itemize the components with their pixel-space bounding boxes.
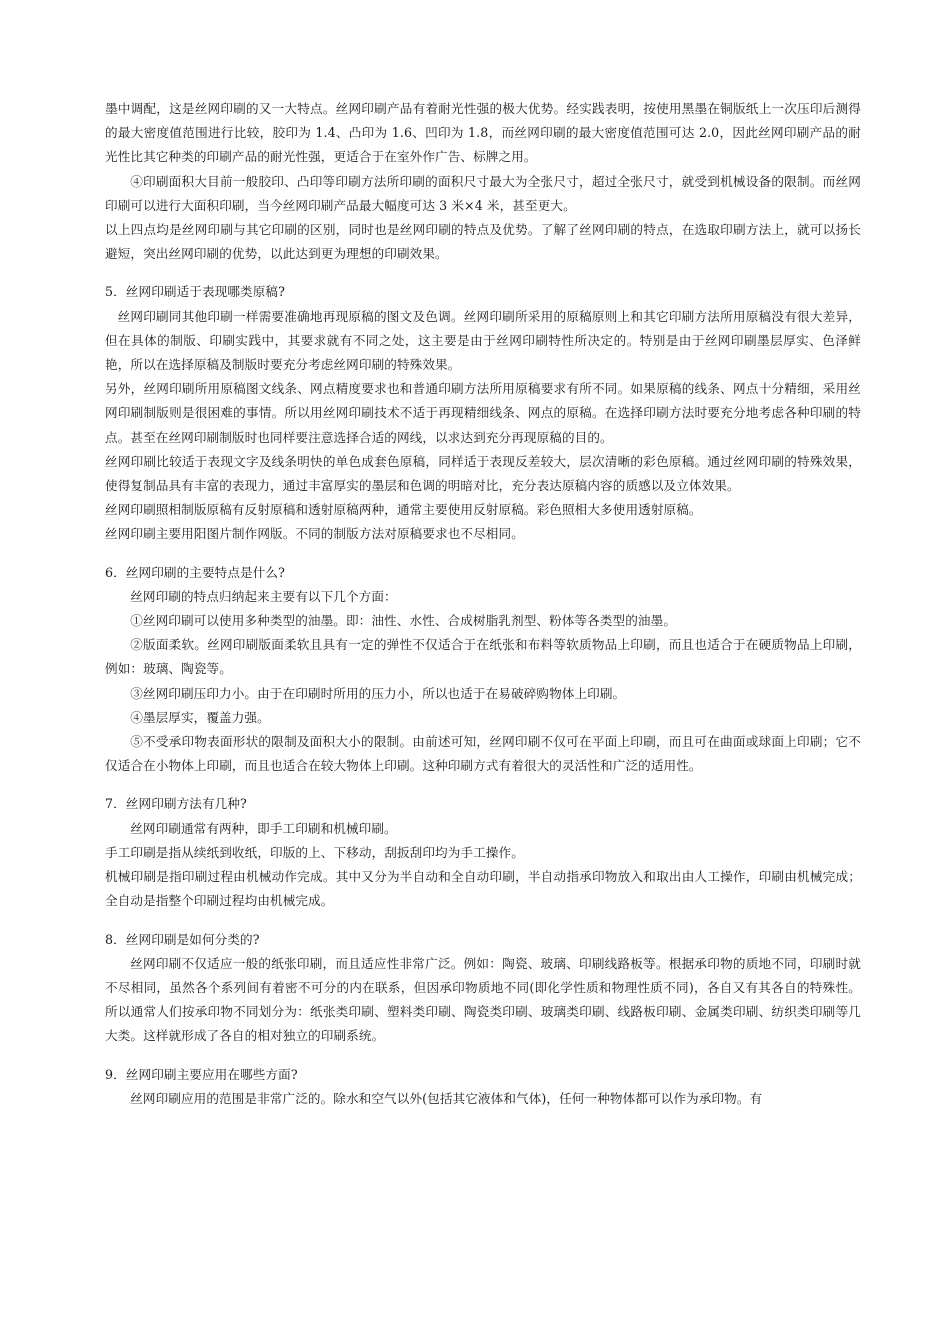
section-spacer — [105, 547, 861, 561]
paragraph: ②版面柔软。丝网印刷版面柔软且具有一定的弹性不仅适合于在纸张和布料等软质物品上印刷，而且也适合于在硬质物品上印刷，例如：玻璃、陶瓷等。 — [105, 637, 861, 677]
section-spacer — [105, 914, 861, 928]
paragraph: ④墨层厚实，覆盖力强。 — [130, 709, 270, 725]
paragraph: ①丝网印刷可以使用多种类型的油墨。即：油性、水性、合成树脂乳剂型、粉体等各类型的油墨。 — [130, 613, 677, 629]
paragraph: 丝网印刷不仅适应一般的纸张印刷，而且适应性非常广泛。例如：陶瓷、玻璃、印刷线路板等。根据承印物的质地不同，印刷时就不尽相同，虽然各个系列间有着密不可分的内在联系，但因承印物质地不同(即化学性质和物理性质不同)，各自又有其各自的特殊性。所以通常人们按承印物不同划分为：纸张类印刷、塑料类印刷、陶瓷类印刷、玻璃类印刷、线路板印刷、金属类印刷、纺织类印刷等几大类。这样就形成了各自的相对独立的印刷系统。 — [105, 955, 861, 1044]
paragraph: ④印刷面积大目前一般胶印、凸印等印刷方法所印刷的面积尺寸最大为全张尺寸，超过全张尺寸，就受到机械设备的限制。而丝网印刷可以进行大面积印刷，当今丝网印刷产品最大幅度可达 3 米×4 米，甚至更大。 — [105, 173, 861, 213]
section-spacer — [105, 778, 861, 792]
paragraph: 丝网印刷比较适于表现文字及线条明快的单色成套色原稿，同样适于表现反差较大，层次清晰的彩色原稿。通过丝网印刷的特殊效果，使得复制品具有丰富的表现力，通过丰富厚实的墨层和色调的明暗对比，充分表达原稿内容的质感以及立体效果。 — [105, 453, 861, 494]
paragraph: ⑤不受承印物表面形状的限制及面积大小的限制。由前述可知，丝网印刷不仅可在平面上印刷，而且可在曲面或球面上印刷；它不仅适合在小物体上印刷，而且也适合在较大物体上印刷。这种印刷方式有着很大的灵活性和广泛的适用性。 — [105, 734, 861, 774]
paragraph: 另外，丝网印刷所用原稿图文线条、网点精度要求也和普通印刷方法所用原稿要求有所不同。如果原稿的线条、网点十分精细，采用丝网印刷制版则是很困难的事情。所以用丝网印刷技术不适于再现精细线条、网点的原稿。在选择印刷方法时要充分地考虑各种印刷的特点。甚至在丝网印刷制版时也同样要注意选择合适的网线，以求达到充分再现原稿的目的。 — [105, 381, 861, 445]
paragraph: 丝网印刷照相制版原稿有反射原稿和透射原稿两种，通常主要使用反射原稿。彩色照相大多使用透射原稿。 — [105, 502, 702, 518]
paragraph: 丝网印刷同其他印刷一样需要准确地再现原稿的图文及色调。丝网印刷所采用的原稿原则上和其它印刷方法所用原稿没有很大差异，但在具体的制版、印刷实践中，其要求就有不同之处，这主要是由于丝网印刷特性所决定的。特别是由于丝网印刷墨层厚实、色泽鲜艳，所以在选择原稿及制版时要充分考虑丝网印刷的特殊效果。 — [105, 308, 861, 373]
paragraph: 墨中调配，这是丝网印刷的又一大特点。丝网印刷产品有着耐光性强的极大优势。经实践表明，按使用黑墨在铜版纸上一次压印后测得的最大密度值范围进行比较，胶印为 1.4、凸印为 1.6、凹印为 1.8，而丝网印刷的最大密度值范围可达 2.0，因此丝网印刷产品的耐光性比其它种类的印刷产品的耐光性强，更适合于在室外作广告、标牌之用。 — [105, 101, 861, 165]
section-heading: 5．丝网印刷适于表现哪类原稿? — [105, 284, 285, 300]
document-body — [105, 97, 861, 1111]
paragraph: 丝网印刷的特点归纳起来主要有以下几个方面： — [130, 588, 397, 604]
paragraph: 以上四点均是丝网印刷与其它印刷的区别，同时也是丝网印刷的特点及优势。了解了丝网印刷的特点，在选取印刷方法上，就可以扬长避短，突出丝网印刷的优势，以此达到更为理想的印刷效果。 — [105, 222, 861, 262]
paragraph: ③丝网印刷压印力小。由于在印刷时所用的压力小，所以也适于在易破碎购物体上印刷。 — [130, 685, 626, 701]
paragraph: 丝网印刷应用的范围是非常广泛的。除水和空气以外(包括其它液体和气体)，任何一种物体都可以作为承印物。有 — [130, 1090, 763, 1106]
paragraph: 丝网印刷主要用阳图片制作网版。不同的制版方法对原稿要求也不尽相同。 — [105, 526, 524, 542]
section-heading: 7．丝网印刷方法有几种? — [105, 796, 247, 812]
section-heading: 6．丝网印刷的主要特点是什么? — [105, 564, 285, 580]
paragraph: 手工印刷是指从续纸到收纸，印版的上、下移动，刮扳刮印均为手工操作。 — [105, 844, 524, 860]
paragraph: 机械印刷是指印刷过程由机械动作完成。其中又分为半自动和全自动印刷，半自动指承印物放入和取出由人工操作，印刷由机械完成；全自动是指整个印刷过程均由机械完成。 — [105, 869, 861, 909]
section-heading: 9．丝网印刷主要应用在哪些方面? — [105, 1066, 298, 1082]
section-heading: 8．丝网印刷是如何分类的? — [105, 931, 260, 947]
section-spacer — [105, 266, 861, 280]
section-spacer — [105, 1049, 861, 1063]
paragraph: 丝网印刷通常有两种，即手工印刷和机械印刷。 — [130, 820, 397, 836]
